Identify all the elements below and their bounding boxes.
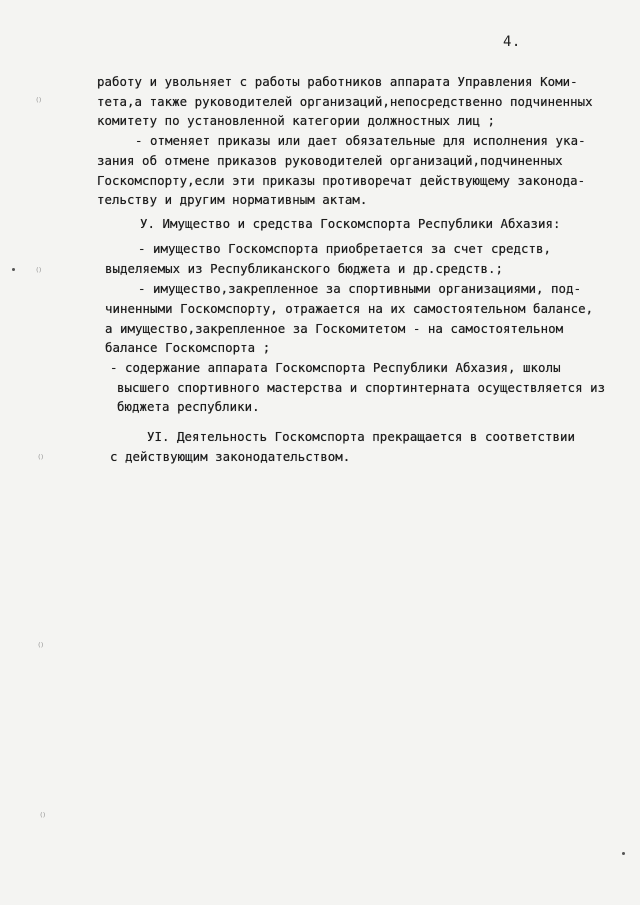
text-line: - отменяет приказы или дает обязательные для исполнения ука-	[135, 133, 586, 148]
text-line: тета,а также руководителей организаций,непосредственно подчиненных	[97, 94, 593, 109]
page-number: 4.	[503, 34, 521, 50]
text-line: с действующим законодательством.	[110, 449, 351, 464]
punch-mark: ⁽⁾	[40, 810, 46, 823]
text-line: - имущество,закрепленное за спортивными организациями, под-	[138, 281, 582, 296]
punch-mark: ⁽⁾	[36, 265, 42, 278]
text-line: выделяемых из Республиканского бюджета и др.средств.;	[105, 261, 504, 276]
text-line: а имущество,закрепленное за Госкомитетом - на самостоятельном	[105, 321, 564, 336]
text-line: чиненными Госкомспорту, отражается на их самостоятельном балансе,	[105, 301, 594, 316]
punch-mark: ⁽⁾	[38, 640, 44, 653]
section-heading: У. Имущество и средства Госкомспорта Республики Абхазия:	[140, 216, 561, 231]
text-line: зания об отмене приказов руководителей организаций,подчиненных	[97, 153, 563, 168]
punch-mark: ⁽⁾	[36, 95, 42, 108]
punch-mark: ⁽⁾	[38, 452, 44, 465]
section-heading: УI. Деятельность Госкомспорта прекращается в соответствии	[147, 429, 576, 444]
edge-mark	[12, 268, 15, 271]
text-line: высшего спортивного мастерства и спортинтерната осуществляется из	[117, 380, 606, 395]
text-line: Госкомспорту,если эти приказы противоречат действующему законода-	[97, 173, 586, 188]
text-line: - имущество Госкомспорта приобретается за счет средств,	[138, 241, 552, 256]
text-line: комитету по установленной категории должностных лиц ;	[97, 113, 496, 128]
text-line: - содержание аппарата Госкомспорта Республики Абхазия, школы	[110, 360, 561, 375]
text-line: тельству и другим нормативным актам.	[97, 192, 368, 207]
text-line: работу и увольняет с работы работников аппарата Управления Коми-	[97, 74, 578, 89]
text-line: балансе Госкомспорта ;	[105, 340, 271, 355]
edge-mark	[622, 852, 625, 855]
text-line: бюджета республики.	[117, 399, 260, 414]
